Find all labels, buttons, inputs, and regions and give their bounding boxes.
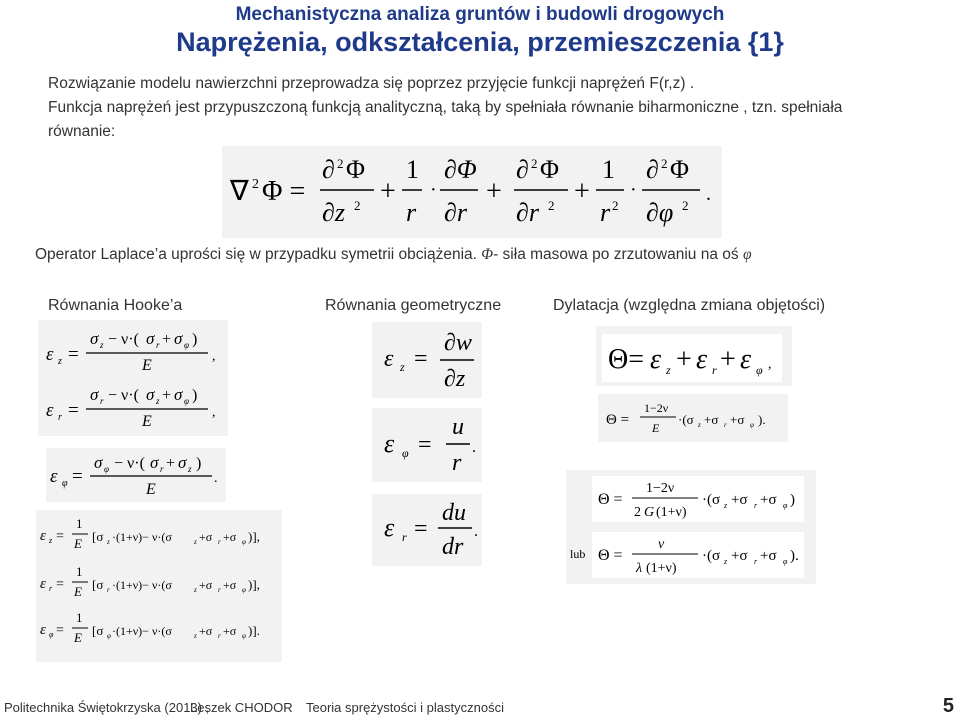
svg-text:ε: ε: [740, 344, 752, 375]
svg-text:E: E: [146, 481, 156, 498]
strain-r-equation-image: [372, 494, 482, 566]
svg-text:=: =: [414, 516, 428, 542]
svg-text:r: r: [402, 530, 407, 544]
svg-text:2: 2: [612, 198, 619, 213]
svg-text:+σ: +σ: [199, 624, 213, 638]
svg-text:): ): [192, 331, 198, 348]
intro-line-1: Rozwiązanie modelu nawierzchni przeprowadza się poprzez przyjęcie funkcji naprężeń F(r,z) .: [48, 75, 695, 92]
svg-text:φ: φ: [756, 363, 763, 377]
svg-text:1: 1: [76, 564, 83, 579]
page-number: 5: [942, 695, 954, 717]
svg-text:.: .: [474, 523, 478, 540]
svg-text:φ: φ: [184, 396, 189, 406]
svg-text:2: 2: [531, 156, 538, 171]
svg-text:σ: σ: [146, 329, 155, 348]
svg-text:+σ: +σ: [223, 578, 237, 592]
svg-text:2: 2: [661, 156, 668, 171]
svg-text:1: 1: [76, 610, 83, 625]
svg-text:φ: φ: [402, 446, 409, 460]
footer-author: Leszek CHODOR: [190, 700, 293, 715]
svg-text:φ: φ: [783, 557, 788, 566]
svg-text:φ: φ: [49, 630, 54, 639]
svg-text:Φ: Φ: [346, 155, 366, 184]
svg-text:=: =: [68, 400, 79, 421]
svg-text:σ: σ: [178, 453, 187, 472]
svg-text:∂r: ∂r: [444, 198, 467, 227]
svg-text:Φ: Φ: [540, 155, 560, 184]
svg-text:r: r: [754, 557, 758, 566]
svg-text:Θ =: Θ =: [598, 491, 623, 508]
svg-text:φ: φ: [184, 340, 189, 350]
svg-text:·(1+ν)− ν·(σ: ·(1+ν)− ν·(σ: [112, 530, 172, 544]
svg-text:r: r: [160, 464, 164, 474]
svg-text:(1+ν): (1+ν): [646, 561, 677, 576]
svg-text:∇: ∇: [230, 176, 249, 207]
svg-text:∂r: ∂r: [516, 198, 539, 227]
svg-text:Θ=: Θ=: [608, 344, 645, 375]
svg-text:∂z: ∂z: [322, 198, 345, 227]
svg-text:2: 2: [682, 198, 689, 213]
svg-text:.: .: [472, 439, 476, 456]
svg-text:ε: ε: [384, 513, 395, 542]
svg-text:z: z: [49, 536, 53, 545]
svg-text:σ: σ: [174, 329, 183, 348]
svg-text:λ: λ: [636, 561, 643, 576]
svg-text:Θ =: Θ =: [598, 547, 623, 564]
svg-text:r: r: [724, 421, 727, 429]
laplace-note-text: Operator Laplace’a uprości się w przypadku symetrii obciążenia.: [35, 246, 482, 263]
svg-text:(1+ν): (1+ν): [656, 505, 687, 520]
svg-text:r: r: [107, 586, 110, 594]
svg-text:[σ: [σ: [92, 577, 104, 592]
svg-text:·(σ: ·(σ: [678, 412, 694, 427]
svg-text:r: r: [156, 340, 160, 350]
svg-text:r: r: [406, 198, 417, 227]
svg-text:)],: )],: [248, 529, 260, 544]
svg-text:=: =: [68, 344, 79, 365]
svg-text:2: 2: [354, 198, 361, 213]
svg-text:z: z: [100, 340, 104, 350]
svg-text:ε: ε: [46, 344, 54, 365]
laplace-equation-image: [222, 146, 722, 238]
svg-text:− ν·(: − ν·(: [108, 387, 139, 404]
svg-text:+: +: [380, 176, 396, 207]
svg-text:z: z: [194, 538, 197, 546]
svg-text:+: +: [162, 387, 172, 404]
svg-text:z: z: [666, 363, 671, 377]
svg-text:σ: σ: [90, 329, 99, 348]
footer-course: Teoria sprężystości i plastyczności: [306, 700, 504, 715]
dilatation-shear-modulus-equation-image: [566, 470, 816, 584]
svg-text:2: 2: [252, 177, 259, 192]
svg-text:ε: ε: [384, 346, 394, 372]
svg-text:+: +: [676, 344, 692, 375]
svg-text:·(σ: ·(σ: [702, 548, 721, 564]
svg-text:)],: )],: [248, 577, 260, 592]
hooke-expanded-equations-image: [36, 510, 282, 662]
svg-text:·: ·: [430, 179, 437, 201]
svg-text:,: ,: [212, 405, 216, 420]
svg-text:φ: φ: [783, 501, 788, 510]
svg-text:+σ: +σ: [731, 548, 748, 564]
svg-text:=: =: [418, 432, 432, 458]
svg-text:z: z: [724, 501, 728, 510]
svg-text:+: +: [486, 176, 502, 207]
svg-text:ε: ε: [650, 344, 662, 375]
svg-text:=: =: [56, 529, 64, 544]
svg-text:1: 1: [76, 516, 83, 531]
svg-text:z: z: [698, 421, 701, 429]
svg-text:E: E: [142, 413, 152, 430]
phi-symbol: Φ: [481, 246, 494, 263]
laplace-note-text-2: - siła masowa po zrzutowaniu na oś: [493, 246, 743, 263]
intro-line-3: równanie:: [48, 123, 116, 140]
svg-text:+: +: [720, 344, 736, 375]
svg-text:∂: ∂: [322, 155, 335, 184]
svg-text:1: 1: [406, 155, 419, 184]
svg-text:u: u: [452, 414, 464, 440]
svg-text:+σ: +σ: [760, 492, 777, 508]
svg-text:)].: )].: [248, 623, 260, 638]
svg-text:): ): [192, 387, 198, 404]
svg-text:r: r: [218, 586, 221, 594]
svg-text:∂: ∂: [516, 155, 529, 184]
svg-text:r: r: [754, 501, 758, 510]
svg-text:,: ,: [212, 349, 216, 364]
hooke-heading: Równania Hooke’a: [48, 297, 183, 314]
svg-text:∂: ∂: [646, 155, 659, 184]
svg-text:.: .: [706, 183, 711, 205]
svg-text:2: 2: [337, 156, 344, 171]
svg-text:− ν·(: − ν·(: [108, 331, 139, 348]
svg-text:φ: φ: [104, 464, 109, 474]
svg-text:[σ: [σ: [92, 529, 104, 544]
svg-text:·(σ: ·(σ: [702, 492, 721, 508]
svg-text:ε: ε: [384, 429, 395, 458]
svg-text:·: ·: [630, 179, 637, 201]
svg-text:∂z: ∂z: [444, 366, 466, 392]
svg-text:z: z: [194, 632, 197, 640]
svg-text:+σ: +σ: [760, 548, 777, 564]
svg-text:G: G: [644, 505, 655, 520]
svg-text:φ: φ: [750, 421, 754, 429]
presentation-subtitle: Mechanistyczna analiza gruntów i budowli drogowych: [235, 4, 725, 25]
hooke-equation-phi-image: [46, 448, 226, 502]
svg-text:[σ: [σ: [92, 623, 104, 638]
svg-text:+σ: +σ: [704, 412, 719, 427]
svg-text:·(1+ν)− ν·(σ: ·(1+ν)− ν·(σ: [112, 624, 172, 638]
svg-text:+: +: [574, 176, 590, 207]
svg-text:+σ: +σ: [731, 492, 748, 508]
svg-text:): ): [790, 492, 795, 508]
svg-text:=: =: [56, 623, 64, 638]
svg-text:z: z: [58, 356, 62, 367]
svg-text:r: r: [58, 412, 62, 423]
svg-text:φ: φ: [242, 632, 246, 640]
svg-text:r: r: [712, 363, 717, 377]
svg-text:du: du: [442, 500, 466, 526]
svg-text:dr: dr: [442, 534, 464, 560]
svg-text:∂φ: ∂φ: [646, 198, 674, 227]
svg-text:1: 1: [602, 155, 615, 184]
svg-text:E: E: [74, 630, 82, 645]
svg-text:ε: ε: [50, 466, 58, 487]
strain-z-equation-image: [372, 322, 482, 398]
svg-text:ε: ε: [40, 622, 46, 638]
svg-text:E: E: [74, 584, 82, 599]
svg-text:).: ).: [790, 548, 799, 564]
svg-text:r: r: [600, 198, 611, 227]
svg-text:+: +: [162, 331, 172, 348]
svg-text:z: z: [156, 396, 160, 406]
footer-institution: Politechnika Świętokrzyska (2013) ,: [4, 700, 210, 715]
svg-text:r: r: [49, 584, 53, 593]
svg-text:+σ: +σ: [223, 624, 237, 638]
svg-text:=: =: [56, 577, 64, 592]
svg-text:z: z: [400, 360, 405, 374]
svg-text:E: E: [74, 536, 82, 551]
svg-text:r: r: [100, 396, 104, 406]
dilatation-heading: Dylatacja (względna zmiana objętości): [553, 297, 826, 314]
svg-text:σ: σ: [94, 453, 103, 472]
svg-text:z: z: [107, 538, 110, 546]
hooke-equations-image: [38, 320, 228, 436]
varphi-symbol: φ: [742, 246, 752, 263]
strain-phi-equation-image: [372, 408, 482, 482]
svg-text:σ: σ: [150, 453, 159, 472]
svg-text:Φ =: Φ =: [262, 176, 306, 207]
svg-text:z: z: [724, 557, 728, 566]
svg-text:ε: ε: [46, 400, 54, 421]
svg-text:=: =: [414, 346, 428, 372]
svg-text:∂Φ: ∂Φ: [444, 155, 477, 184]
svg-text:).: ).: [758, 412, 766, 427]
svg-text:,: ,: [768, 357, 772, 372]
svg-text:Θ =: Θ =: [606, 412, 630, 428]
svg-text:Φ: Φ: [670, 155, 690, 184]
svg-text:r: r: [452, 450, 462, 476]
svg-text:σ: σ: [90, 385, 99, 404]
slide-title: Naprężenia, odkształcenia, przemieszczenia {1}: [176, 27, 784, 57]
svg-text:+σ: +σ: [199, 578, 213, 592]
svg-text:r: r: [218, 632, 221, 640]
svg-text:.: .: [214, 471, 218, 486]
svg-text:+: +: [166, 455, 176, 472]
svg-text:φ: φ: [242, 586, 246, 594]
svg-text:+σ: +σ: [199, 530, 213, 544]
svg-text:1−2ν: 1−2ν: [646, 481, 675, 496]
svg-text:r: r: [218, 538, 221, 546]
svg-text:z: z: [188, 464, 192, 474]
svg-text:σ: σ: [174, 385, 183, 404]
laplace-note: [35, 246, 752, 264]
svg-text:φ: φ: [62, 478, 68, 489]
svg-text:ε: ε: [696, 344, 708, 375]
dilatation-stress-equation-image: [598, 394, 788, 442]
svg-text:− ν·(: − ν·(: [114, 455, 145, 472]
svg-text:lub: lub: [570, 547, 586, 561]
svg-text:z: z: [194, 586, 197, 594]
svg-text:φ: φ: [107, 632, 111, 640]
svg-text:+σ: +σ: [223, 530, 237, 544]
svg-text:=: =: [72, 466, 83, 487]
svg-text:·(1+ν)− ν·(σ: ·(1+ν)− ν·(σ: [112, 578, 172, 592]
dilatation-sum-equation-image: [596, 326, 792, 386]
geometric-heading: Równania geometryczne: [325, 297, 502, 314]
svg-text:ε: ε: [40, 528, 46, 544]
svg-text:2: 2: [634, 505, 641, 520]
svg-text:∂w: ∂w: [444, 330, 472, 356]
svg-text:σ: σ: [146, 385, 155, 404]
svg-text:1−2ν: 1−2ν: [644, 401, 669, 415]
svg-text:2: 2: [548, 198, 555, 213]
svg-text:+σ: +σ: [730, 412, 745, 427]
svg-text:φ: φ: [242, 538, 246, 546]
svg-text:): ): [196, 455, 202, 472]
svg-text:E: E: [652, 421, 660, 435]
svg-text:E: E: [142, 357, 152, 374]
svg-text:ν: ν: [658, 537, 665, 552]
svg-text:ε: ε: [40, 576, 46, 592]
intro-line-2: Funkcja naprężeń jest przypuszczoną funkcją analityczną, taką by spełniała równanie biharmoniczne , tzn. spełniała: [48, 99, 843, 116]
